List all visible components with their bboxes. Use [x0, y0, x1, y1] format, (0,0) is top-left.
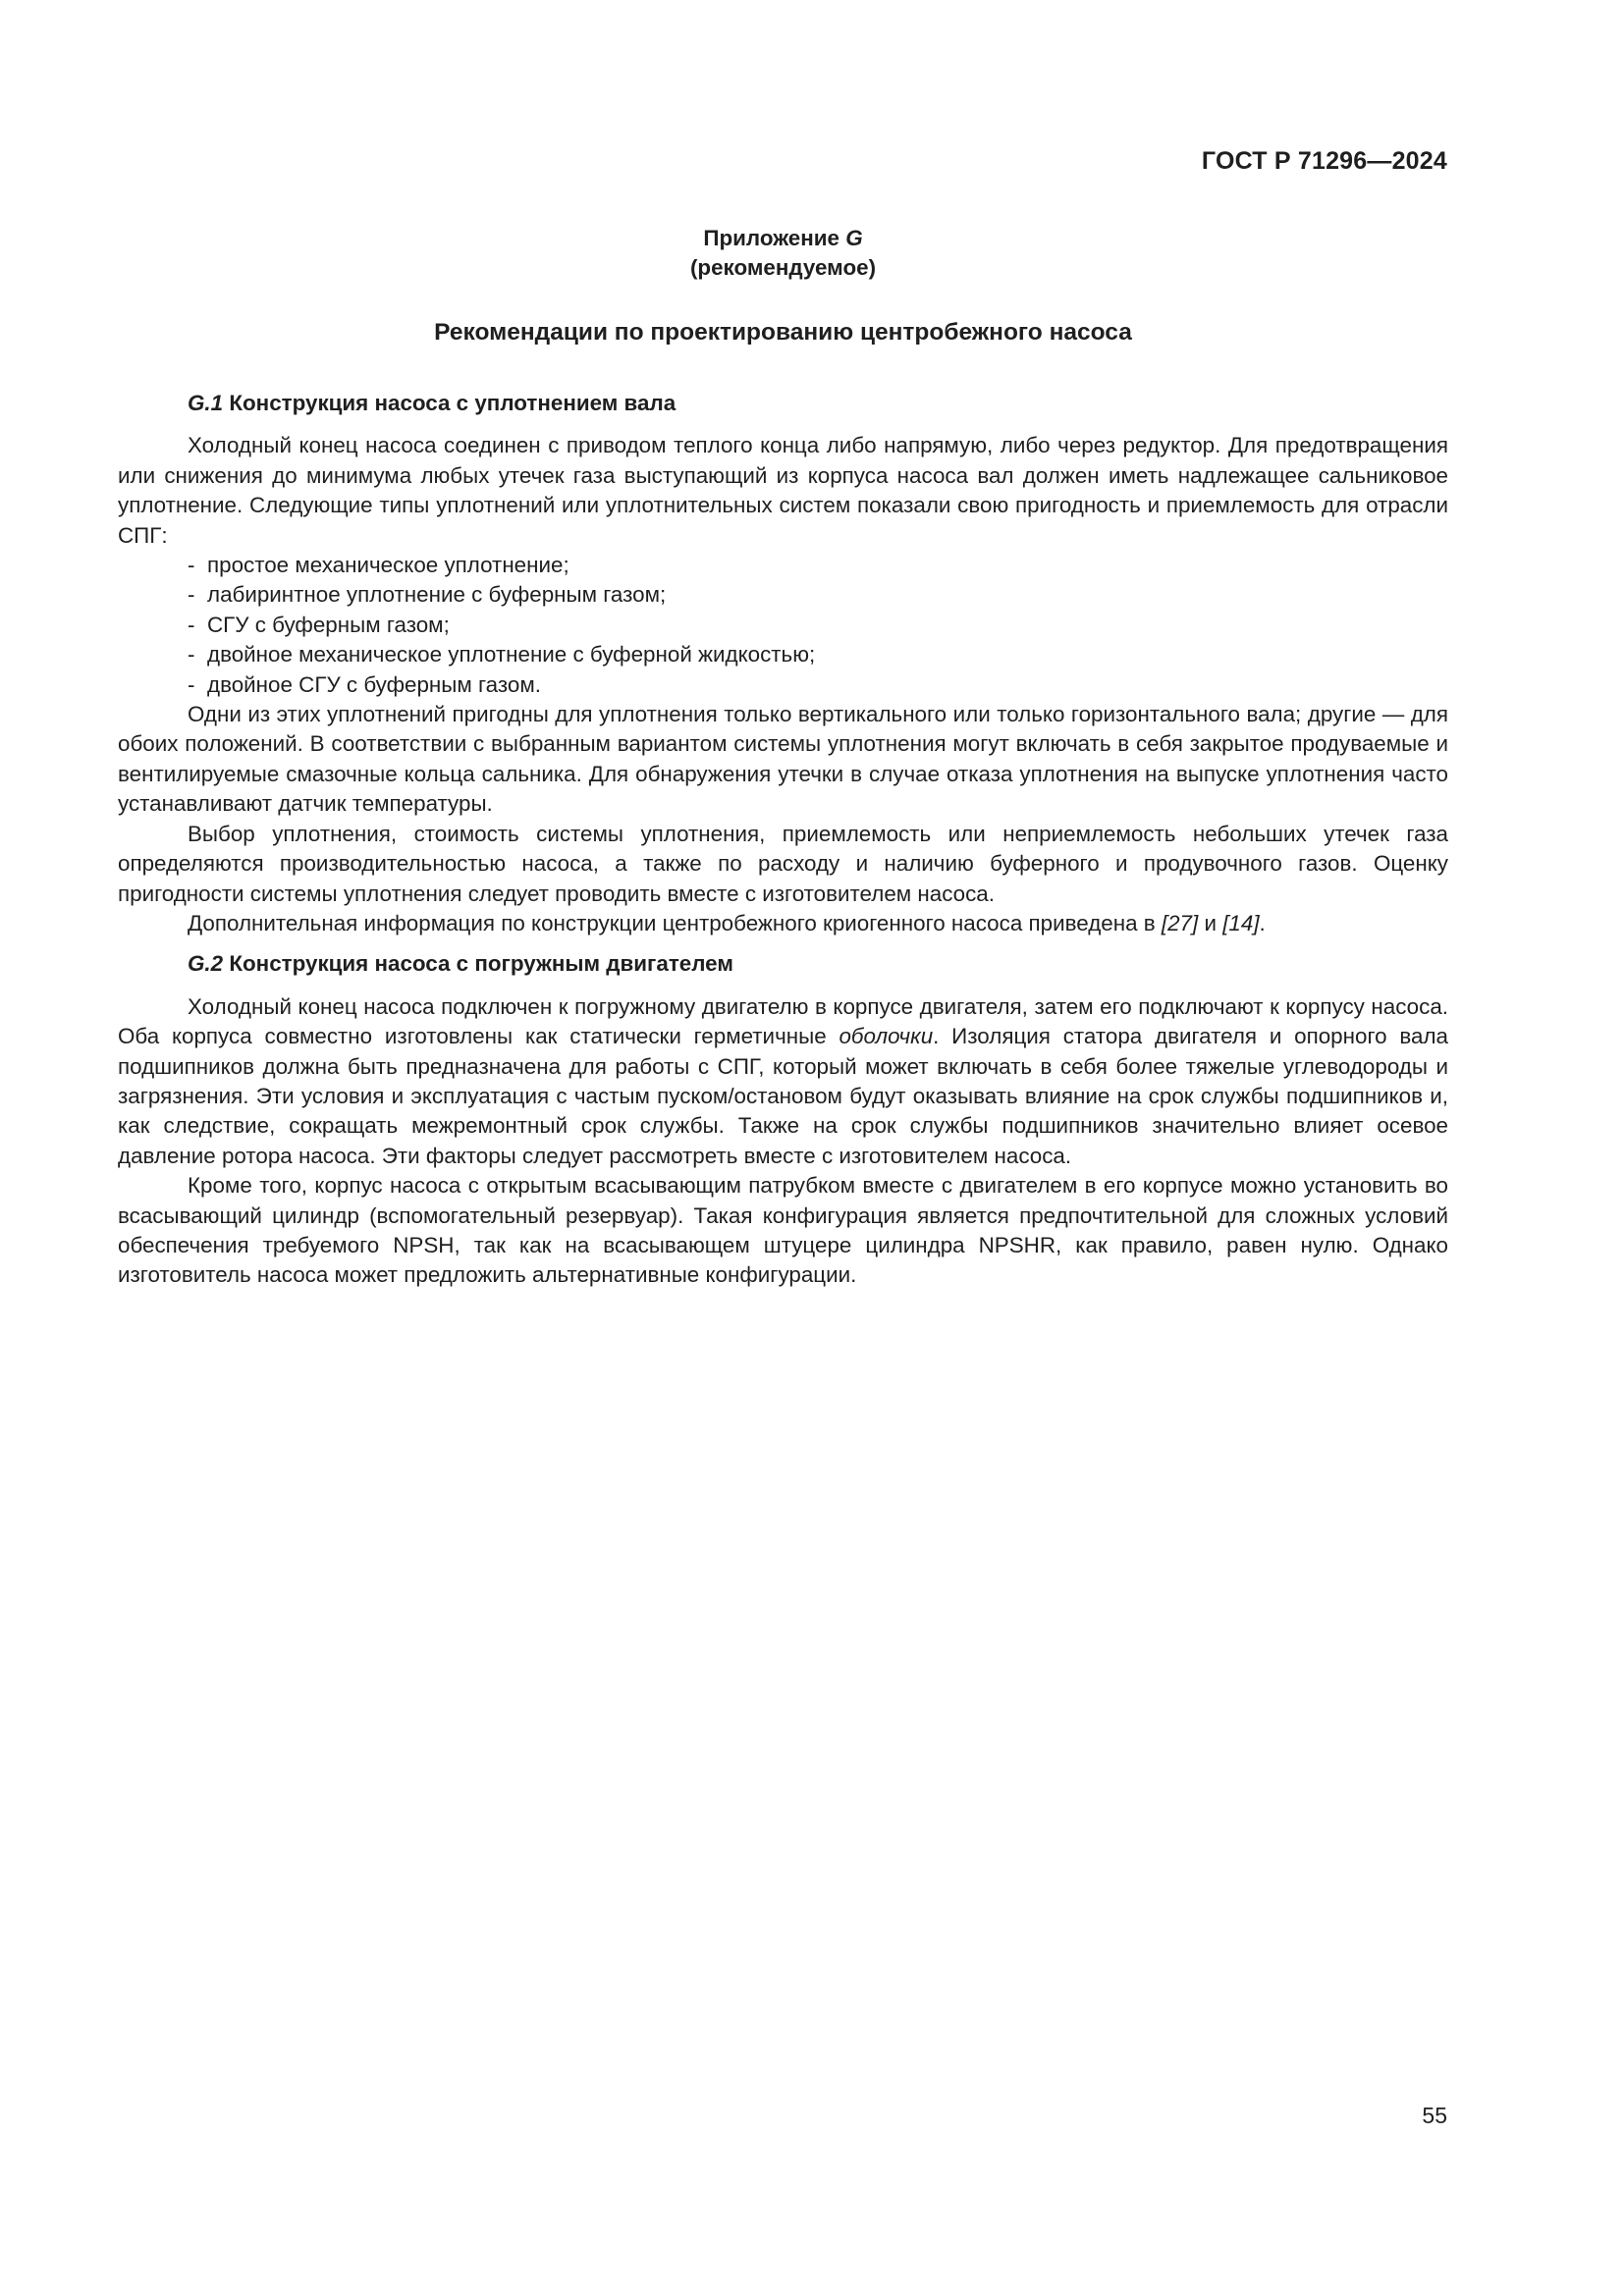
list-item: - двойное СГУ с буферным газом.	[188, 671, 541, 697]
list-item: - лабиринтное уплотнение с буферным газом;	[188, 582, 667, 608]
page-title: Рекомендации по проектированию центробежного насоса	[434, 319, 1132, 346]
reference-14[interactable]: [14]	[1222, 910, 1260, 935]
section-heading-g1	[118, 389, 1448, 418]
spacer	[118, 420, 1448, 431]
paragraph-text: Холодный конец насоса подключен к погружному двигателю в корпусе двигателя, затем его подключают к корпусу насоса. Оба корпуса совместно изготовлены как статически герметичные	[118, 993, 1448, 1049]
page-content	[118, 224, 1448, 1291]
spacer	[118, 938, 1448, 949]
paragraph-g2-1	[118, 992, 1448, 1171]
section-number-g1: G.1	[188, 391, 224, 415]
list-item: - СГУ с буферным газом;	[188, 612, 450, 637]
paragraph-g1-3: Выбор уплотнения, стоимость системы уплотнения, приемлемость или неприемлемость небольших утечек газа определяются производительностью насоса, а также по расходу и наличию буферного и продувочного газов. Оценку пригодности системы уплотнения следует проводить вместе с изготовителем насоса.	[118, 821, 1448, 906]
reference-27[interactable]: [27]	[1161, 910, 1199, 935]
list-item-text: СГУ с буферным газом;	[207, 612, 450, 637]
section-number-g2: G.2	[188, 951, 224, 977]
appendix-label	[118, 224, 1448, 253]
page-number: 55	[1422, 2103, 1447, 2128]
list-item: - двойное механическое уплотнение с буферной жидкостью;	[188, 642, 816, 667]
section-heading-g2	[118, 949, 1448, 979]
section-title-g1: Конструкция насоса с уплотнением вала	[229, 391, 677, 415]
seal-types-list	[118, 551, 1448, 700]
emphasis-term: оболочки	[839, 1024, 934, 1049]
paragraph-conjunction: и	[1198, 910, 1223, 935]
spacer	[118, 982, 1448, 992]
paragraph-g2-2: Кроме того, корпус насоса с открытым всасывающим патрубком вместе с двигателем в его корпусе можно установить во всасывающий цилиндр (вспомогательный резервуар). Такая конфигурация является предпочтительной для сложных условий обеспечения требуемого NPSH, так как на всасывающем штуцере цилиндра NPSHR, как правило, равен нулю. Однако изготовитель насоса может предложить альтернативные конфигурации.	[118, 1173, 1448, 1288]
paragraph-end: .	[1259, 910, 1266, 935]
appendix-letter: G	[845, 226, 863, 250]
list-item-text: лабиринтное уплотнение с буферным газом;	[207, 582, 667, 608]
list-item: - простое механическое уплотнение;	[188, 553, 569, 578]
paragraph-text: . Изоляция статора двигателя и опорного вала подшипников должна быть предназначена для работы с СПГ, который может включать в себя более тяжелые углеводороды и загрязнения. Эти условия и эксплуатация с частым пуском/остановом будут оказывать влияние на срок службы подшипников и, как следствие, сокращать межремонтный срок службы. Также на срок службы подшипников значительно влияет осевое давление ротора насоса. Эти факторы следует рассмотреть вместе с изготовителем насоса.	[118, 1024, 1448, 1168]
list-item-text: простое механическое уплотнение;	[207, 553, 569, 578]
section-title-g2: Конструкция насоса с погружным двигателем	[229, 951, 733, 977]
appendix-word: Приложение	[703, 226, 839, 250]
document-code: ГОСТ Р 71296—2024	[1201, 147, 1447, 175]
list-item-text: двойное механическое уплотнение с буферной жидкостью;	[207, 642, 816, 667]
paragraph-g1-2: Одни из этих уплотнений пригодны для уплотнения только вертикального или только горизонтального вала; другие — для обоих положений. В соответствии с выбранным вариантом системы уплотнения могут включать в себя закрытое продуваемые и вентилируемые смазочные кольца сальника. Для обнаружения утечки в случае отказа уплотнения на выпуске уплотнения часто устанавливают датчик температуры.	[118, 702, 1448, 817]
list-item-text: двойное СГУ с буферным газом.	[207, 671, 541, 697]
paragraph-text: Дополнительная информация по конструкции центробежного криогенного насоса приведена в	[188, 910, 1162, 935]
paragraph-g1-4	[118, 909, 1448, 938]
paragraph-g1-1: Холодный конец насоса соединен с приводом теплого конца либо напрямую, либо через редуктор. Для предотвращения или снижения до минимума любых утечек газа выступающий из корпуса насоса вал должен иметь надлежащее сальниковое уплотнение. Следующие типы уплотнений или уплотнительных систем показали свою пригодность и приемлемость для отрасли СПГ:	[118, 433, 1448, 548]
appendix-status: (рекомендуемое)	[689, 255, 877, 280]
